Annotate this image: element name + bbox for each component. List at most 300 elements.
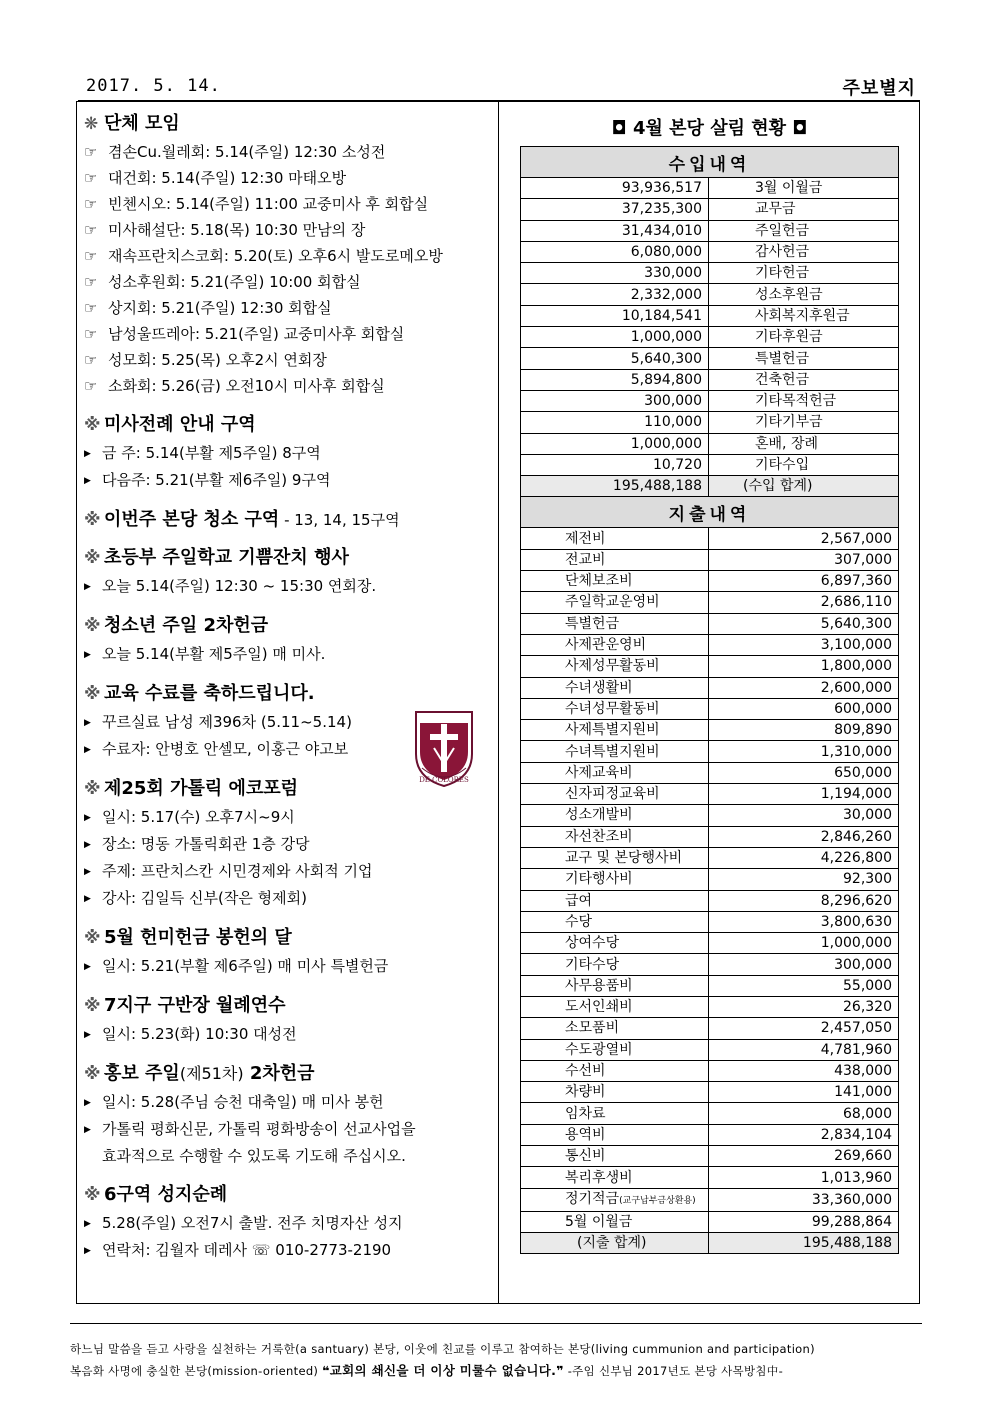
expense-amount: 55,000 [709,975,899,996]
bullet-icon: ▶ [84,867,91,877]
expense-amount: 68,000 [709,1103,899,1124]
expense-label [521,869,709,890]
income-label: 특별헌금 [709,348,899,369]
expense-label [521,1211,709,1232]
expense-label [521,933,709,954]
expense-row [521,656,899,677]
income-amount: 300,000 [521,390,709,411]
footer-quote: ❝교회의 쇄신을 더 이상 미룰수 없습니다.❞ [322,1363,564,1378]
expense-label [521,571,709,592]
expense-label [521,741,709,762]
expense-row [521,634,899,655]
income-amount: 1,000,000 [521,433,709,454]
expense-amount: 809,890 [709,720,899,741]
expense-row [521,911,899,932]
list-item [84,269,494,295]
expense-row [521,1188,899,1211]
list-item-text: 성소후원회: 5.21(주일) 10:00 회합실 [108,273,361,291]
bullet-icon: ▶ [84,894,91,904]
income-amount: 6,080,000 [521,241,709,262]
expense-row [521,805,899,826]
expense-label-text: 사제관운영비 [565,637,647,654]
expense-label-text: 전교비 [565,551,606,568]
expense-row [521,592,899,613]
expense-amount: 269,660 [709,1146,899,1167]
crest-text: DE COLORES [419,776,469,784]
income-label: 기타후원금 [709,327,899,348]
section-heading [84,994,494,1018]
section-heading [84,508,494,532]
expense-amount: 1,310,000 [709,741,899,762]
expense-row [521,890,899,911]
list-item-text: 다음주: 5.21(부활 제6주일) 9구역 [102,471,331,489]
expense-label-text: 수선비 [565,1063,606,1080]
section-title: 5월 헌미헌금 봉헌의 달 [104,927,292,948]
flower-icon: ❋ [84,114,99,134]
announcements-column [84,112,494,1278]
list-item-text: 강사: 김일득 신부(작은 형제회) [102,889,307,907]
announcement-section [84,413,494,494]
list-item [84,165,494,191]
expense-header-row [521,497,899,528]
expense-amount: 3,800,630 [709,911,899,932]
expense-amount: 2,600,000 [709,677,899,698]
expense-label-text: 용역비 [565,1126,606,1143]
income-row [521,369,899,390]
income-label: 기타헌금 [709,263,899,284]
list-item [84,1021,494,1048]
expense-label [521,656,709,677]
bulletin-date: 2017. 5. 14. [86,76,221,96]
expense-label-text: 사무용품비 [565,977,633,994]
income-amount: 5,894,800 [521,369,709,390]
section-mark-icon: ※ [84,510,101,530]
list-item [84,217,494,243]
list-item [84,573,494,600]
title-marker-icon: ◘ [792,118,808,139]
bullet-icon: ▶ [84,962,91,972]
income-row [521,199,899,220]
income-row [521,454,899,475]
section-title-suffix: 2차헌금 [243,1063,315,1084]
expense-amount: 2,457,050 [709,1018,899,1039]
expense-label-text: 제전비 [565,530,606,547]
footer-line-1: 하느님 말씀을 듣고 사랑을 실천하는 거룩한(a santuary) 본당, 이웃에 친교를 이루고 참여하는 본당(living cummunion and participation) [70,1342,815,1356]
expense-label [521,698,709,719]
title-marker-icon: ◘ [611,118,627,139]
expense-label [521,1167,709,1188]
list-item-text: 일시: 5.21(부활 제6주일) 매 미사 특별헌금 [102,957,389,975]
section-heading [84,413,494,437]
expense-amount: 6,897,360 [709,571,899,592]
expense-label [521,528,709,549]
section-title: 초등부 주일학교 기쁨잔치 행사 [104,547,349,568]
announcement-section [84,546,494,600]
expense-amount: 4,781,960 [709,1039,899,1060]
section-mark-icon: ※ [84,928,101,948]
list-item [84,804,494,831]
section-title: 7지구 구반장 월례연수 [104,995,286,1016]
expense-label [521,549,709,570]
footer-mission: 복음화 사명에 충실한 본당(mission-oriented) [70,1364,323,1378]
income-label: 건축헌금 [709,369,899,390]
expense-label [521,1082,709,1103]
section-mark-icon: ※ [84,415,101,435]
expense-label-text: 기타행사비 [565,871,633,888]
expense-row [521,933,899,954]
expense-label-text: 성소개발비 [565,807,633,824]
section-title: 청소년 주일 2차헌금 [104,615,269,636]
expense-amount: 26,320 [709,996,899,1017]
expense-label-text: 기타수당 [565,956,620,973]
section-mark-icon: ※ [84,616,101,636]
section-title: 미사전례 안내 구역 [104,414,256,435]
section-heading [84,682,494,706]
income-row [521,241,899,262]
income-row [521,327,899,348]
page-header [78,74,920,102]
section-heading [84,614,494,638]
income-label: 기타기부금 [709,412,899,433]
bullet-icon: ▶ [84,650,91,660]
income-amount: 330,000 [521,263,709,284]
pointing-hand-icon: ☞ [84,195,98,213]
expense-amount: 30,000 [709,805,899,826]
expense-label-text: 사제성무활동비 [565,658,660,675]
income-amount: 37,235,300 [521,199,709,220]
expense-row [521,1060,899,1081]
bullet-icon: ▶ [84,1246,91,1256]
pointing-hand-icon: ☞ [84,169,98,187]
list-item-continuation: 효과적으로 수행할 수 있도록 기도해 주십시오. [102,1147,406,1165]
list-item [84,243,494,269]
pointing-hand-icon: ☞ [84,377,98,395]
expense-row [521,720,899,741]
expense-row [521,1018,899,1039]
income-label: 혼배, 장례 [709,433,899,454]
list-item-text: 수료자: 안병호 안셀모, 이홍근 야고보 [102,740,349,758]
list-item [84,139,494,165]
expense-total-label: (지출 합계) [521,1232,709,1253]
list-item-text: 오늘 5.14(부활 제5주일) 매 미사. [102,645,326,663]
list-item-text: 금 주: 5.14(부활 제5주일) 8구역 [102,444,321,462]
income-header: 수입내역 [521,147,899,178]
expense-amount: 2,567,000 [709,528,899,549]
income-label: 성소후원금 [709,284,899,305]
finance-title-text: 4월 본당 살림 현황 [632,118,787,139]
section-title: 제25회 가톨릭 에코포럼 [104,778,299,799]
income-amount: 2,332,000 [521,284,709,305]
income-label: 사회복지후원금 [709,305,899,326]
expense-row [521,996,899,1017]
section-heading [84,926,494,950]
expense-label [521,954,709,975]
expense-row [521,741,899,762]
expense-label-text: 신자피정교육비 [565,786,660,803]
expense-label-text: 단체보조비 [565,573,633,590]
expense-label-text: 급여 [565,892,593,909]
list-item [84,1116,494,1143]
expense-amount: 438,000 [709,1060,899,1081]
expense-label-text: 복리후생비 [565,1169,633,1186]
expense-row [521,954,899,975]
list-item [84,467,494,494]
pointing-hand-icon: ☞ [84,221,98,239]
income-label: 기타목적헌금 [709,390,899,411]
expense-row [521,1146,899,1167]
cursillo-crest-icon [412,708,476,788]
section-mark-icon: ※ [84,1064,101,1084]
expense-row [521,571,899,592]
expense-amount: 5,640,300 [709,613,899,634]
bullet-icon: ▶ [84,449,91,459]
expense-label [521,1060,709,1081]
expense-amount: 1,194,000 [709,784,899,805]
expense-label-text: 수녀특별지원비 [565,743,660,760]
income-row [521,433,899,454]
income-label: 감사헌금 [709,241,899,262]
expense-label-text: 수도광열비 [565,1041,633,1058]
column-divider [498,101,499,1304]
expense-label [521,826,709,847]
income-amount: 31,434,010 [521,220,709,241]
income-row [521,263,899,284]
expense-label-text: 차량비 [565,1084,606,1101]
expense-amount: 300,000 [709,954,899,975]
announcement-section [84,508,494,532]
expense-row [521,762,899,783]
list-item-text: 일시: 5.23(화) 10:30 대성전 [102,1025,297,1043]
list-item-text: 일시: 5.28(주님 승천 대축일) 매 미사 봉헌 [102,1093,384,1111]
announcement-section [84,614,494,668]
expense-label-text: 수녀성무활동비 [565,700,660,717]
expense-label [521,1124,709,1145]
income-row [521,284,899,305]
expense-label-text: 정기적금 [565,1190,620,1207]
income-amount: 10,184,541 [521,305,709,326]
expense-amount: 2,686,110 [709,592,899,613]
expense-label [521,592,709,613]
expense-label [521,1146,709,1167]
income-row [521,412,899,433]
bullet-icon: ▶ [84,1030,91,1040]
expense-amount: 1,013,960 [709,1167,899,1188]
list-item-text: 겸손Cu.월레회: 5.14(주일) 12:30 소성전 [108,143,386,161]
expense-row [521,1124,899,1145]
list-item-text: 재속프란치스코회: 5.20(토) 오후6시 발도로메오방 [108,247,443,265]
list-item-text: 가톨릭 평화신문, 가톨릭 평화방송이 선교사업을 [102,1120,416,1138]
income-label: 교무금 [709,199,899,220]
expense-row [521,826,899,847]
expense-label-text: 수당 [565,913,593,930]
income-amount: 93,936,517 [521,178,709,199]
income-total-label: (수입 합계) [709,476,899,497]
expense-label-text: 임차료 [565,1105,606,1122]
expense-label [521,975,709,996]
expense-row [521,1103,899,1124]
list-item [84,641,494,668]
expense-label-text: 교구 및 본당행사비 [565,850,683,867]
expense-label [521,1039,709,1060]
expense-label [521,847,709,868]
expense-row [521,847,899,868]
expense-amount: 3,100,000 [709,634,899,655]
expense-amount: 99,288,864 [709,1211,899,1232]
bullet-icon: ▶ [84,1219,91,1229]
expense-row [521,1082,899,1103]
list-item-text: 미사해설단: 5.18(목) 10:30 만남의 장 [108,221,366,239]
expense-label [521,1188,709,1211]
list-item-text: 꾸르실료 남성 제396차 (5.11~5.14) [102,713,352,731]
expense-row [521,1167,899,1188]
section-heading [84,546,494,570]
pointing-hand-icon: ☞ [84,143,98,161]
list-item [84,321,494,347]
expense-label-text: 도서인쇄비 [565,999,633,1016]
pointing-hand-icon: ☞ [84,247,98,265]
pointing-hand-icon: ☞ [84,299,98,317]
expense-row [521,549,899,570]
expense-amount: 92,300 [709,869,899,890]
expense-row [521,784,899,805]
expense-label-text: 특별헌금 [565,615,620,632]
list-item [84,440,494,467]
section-title-suffix: - 13, 14, 15구역 [279,511,400,529]
expense-label-text: 주일학교운영비 [565,594,660,611]
expense-label-note: (교구납부금상환용) [619,1195,696,1206]
list-item [84,1210,494,1237]
expense-row [521,975,899,996]
income-row [521,348,899,369]
finance-title [520,112,899,146]
expense-total-amount: 195,488,188 [709,1232,899,1253]
bullet-icon: ▶ [84,1098,91,1108]
expense-label [521,784,709,805]
expense-label-text: 상여수당 [565,935,620,952]
bullet-icon: ▶ [84,582,91,592]
expense-total-row [521,1232,899,1253]
expense-label-text: 소모품비 [565,1020,620,1037]
list-item-text: 소화회: 5.26(금) 오전10시 미사후 회합실 [108,377,385,395]
bulletin-title: 주보별지 [842,78,916,99]
expense-amount: 2,846,260 [709,826,899,847]
expense-row [521,613,899,634]
expense-label-text: 사제특별지원비 [565,722,660,739]
expense-label [521,911,709,932]
income-amount: 1,000,000 [521,327,709,348]
expense-header: 지출내역 [521,497,899,528]
pointing-hand-icon: ☞ [84,325,98,343]
expense-amount: 600,000 [709,698,899,719]
income-row [521,390,899,411]
announcement-section [84,926,494,980]
finance-column [520,112,899,1254]
expense-label [521,634,709,655]
expense-label-text: 5월 이월금 [565,1213,633,1230]
finance-table [520,146,899,1254]
section-mark-icon: ※ [84,1185,101,1205]
section-title: 6구역 성지순례 [104,1184,228,1205]
expense-row [521,1039,899,1060]
section-title: 홍보 주일 [104,1063,180,1084]
section-mark-icon: ※ [84,548,101,568]
section-heading [84,112,494,136]
expense-amount: 1,800,000 [709,656,899,677]
income-total-row [521,476,899,497]
list-item-text: 오늘 5.14(주일) 12:30 ~ 15:30 연회장. [102,577,377,595]
list-item-text: 빈첸시오: 5.14(주일) 11:00 교중미사 후 회합실 [108,195,429,213]
footer-line-2 [70,1360,922,1382]
income-label: 3월 이월금 [709,178,899,199]
section-title-note: (제51차) [179,1064,244,1083]
bullet-icon: ▶ [84,813,91,823]
expense-label-text: 통신비 [565,1148,606,1165]
announcement-section [84,777,494,912]
pointing-hand-icon: ☞ [84,351,98,369]
list-item-text: 주제: 프란치스칸 시민경제와 사회적 기업 [102,862,373,880]
list-item-text: 남성울뜨레아: 5.21(주일) 교중미사후 회합실 [108,325,405,343]
expense-label [521,1018,709,1039]
footer-attribution: -주임 신부님 2017년도 본당 사목방침中- [563,1364,784,1378]
expense-label [521,890,709,911]
list-item [84,191,494,217]
income-label: 기타수입 [709,454,899,475]
expense-label-text: 자선찬조비 [565,828,633,845]
income-row [521,178,899,199]
expense-amount: 141,000 [709,1082,899,1103]
expense-label [521,1103,709,1124]
bullet-icon: ▶ [84,1125,91,1135]
expense-amount: 2,834,104 [709,1124,899,1145]
expense-label-text: 사제교육비 [565,764,633,781]
section-mark-icon: ※ [84,996,101,1016]
expense-row [521,677,899,698]
pointing-hand-icon: ☞ [84,273,98,291]
expense-amount: 4,226,800 [709,847,899,868]
list-item-text: 대건회: 5.14(주일) 12:30 마태오방 [108,169,347,187]
income-total-amount: 195,488,188 [521,476,709,497]
income-header-row [521,147,899,178]
expense-amount: 650,000 [709,762,899,783]
expense-amount: 33,360,000 [709,1188,899,1211]
list-item [84,1089,494,1116]
section-mark-icon: ※ [84,684,101,704]
list-item-text: 5.28(주일) 오전7시 출발. 전주 치명자산 성지 [102,1214,403,1232]
income-row [521,305,899,326]
list-item-text: 연락처: 김월자 데레사 ☏ 010-2773-2190 [102,1241,392,1259]
expense-row [521,869,899,890]
income-amount: 10,720 [521,454,709,475]
list-item [84,885,494,912]
expense-label [521,805,709,826]
expense-label-text: 수녀생활비 [565,679,633,696]
announcement-section [84,1062,494,1169]
expense-label [521,677,709,698]
expense-amount: 1,000,000 [709,933,899,954]
section-title: 이번주 본당 청소 구역 [104,509,280,530]
expense-label [521,762,709,783]
income-amount: 5,640,300 [521,348,709,369]
expense-amount: 8,296,620 [709,890,899,911]
list-item-text: 상지회: 5.21(주일) 12:30 회합실 [108,299,332,317]
section-title: 단체 모임 [104,113,180,134]
list-item-text: 일시: 5.17(수) 오후7시~9시 [102,808,295,826]
list-item-text: 장소: 명동 가톨릭회관 1층 강당 [102,835,310,853]
bullet-icon: ▶ [84,745,91,755]
footer [70,1323,922,1382]
expense-label [521,613,709,634]
list-item [84,295,494,321]
